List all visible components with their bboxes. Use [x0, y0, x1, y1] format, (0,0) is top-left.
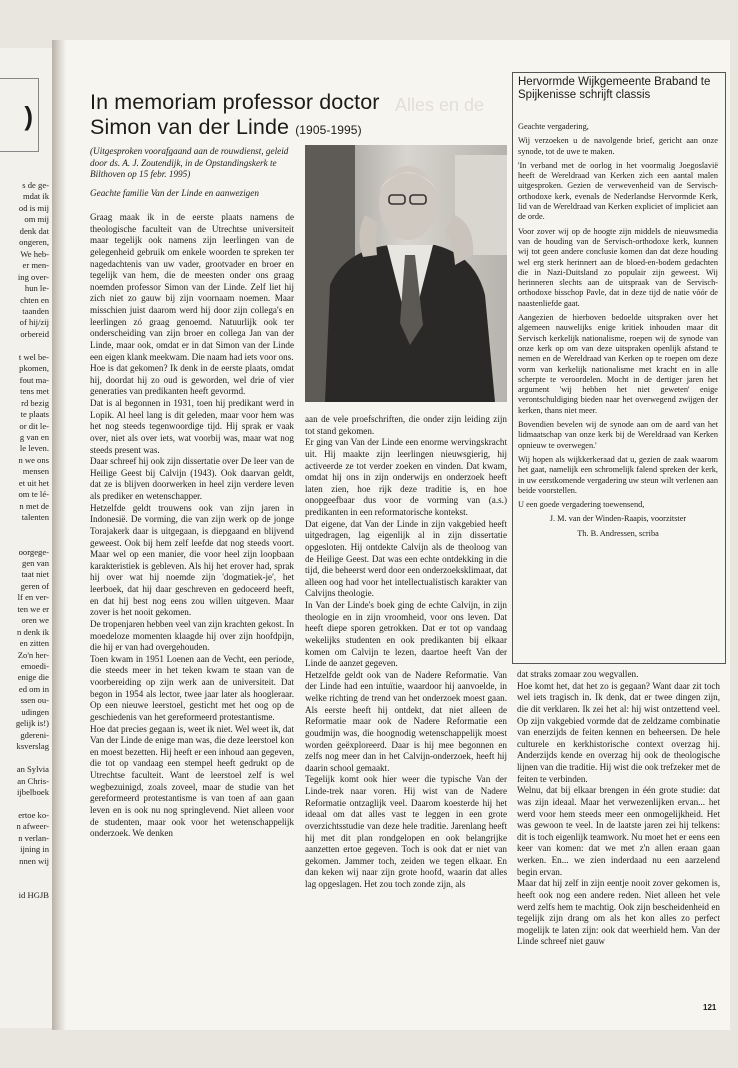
- page-gutter: [52, 40, 66, 1030]
- left-page-line: talenten: [21, 512, 49, 523]
- left-page-line: pkomen,: [19, 363, 49, 374]
- left-page: [0, 48, 53, 1028]
- left-page-line: chten en: [20, 294, 49, 305]
- left-page-line: od is mij: [18, 202, 49, 213]
- left-page-line: an Chris-: [17, 775, 49, 786]
- left-page-line: om mij: [24, 214, 49, 225]
- sidebar-body: [518, 122, 718, 543]
- left-page-line: gelijk is!): [15, 718, 49, 729]
- left-page-line: g van en: [19, 431, 49, 442]
- paragraph: Dat eigene, dat Van der Linde in zijn vakgebied heeft uitgedragen, lag eigenlijk al in zijn dissertatie opgesloten. Hij ontdekte Calvijn als de theoloog van de Heilige Geest. Dat was een echte ontdekking in die tijd, die beheerst werd door een onderzoeksklimaat, dat alleen oog had voor het intellectualistisch karakter van Calvijns theologie.: [305, 518, 507, 599]
- left-page-line: of hij/zij: [19, 317, 49, 328]
- left-page-line: oren we: [21, 615, 49, 626]
- left-page-line: We heb-: [20, 248, 49, 259]
- left-page-line: gen van: [22, 557, 49, 568]
- paragraph: Geachte vergadering,: [518, 122, 589, 131]
- article-dedication: Geachte familie Van der Linde en aanwezigen: [90, 188, 259, 198]
- left-page-line: mensen: [22, 466, 49, 477]
- article-column-2: [305, 414, 507, 891]
- left-page-line: orbereid: [20, 328, 49, 339]
- paragraph: Maar dat hij zelf in zijn eentje nooit zover gekomen is, heeft ook nog een andere reden. Niet alleen het vele werd zelfs hem te machtig. Ook zijn bescheidenheid en tegelijk zijn drang om als het kon alles zo perfect mogelijk te laten zijn: ook dat weerhield hem. Van der Linde schreef niet gauw: [517, 878, 720, 947]
- left-page-line: n verlan-: [18, 832, 49, 843]
- left-page-line: id HGJB: [18, 890, 49, 901]
- left-page-line: tens met: [20, 386, 49, 397]
- paragraph: 'In verband met de oorlog in het voormalig Joegoslavië heeft de Wereldraad van Kerken zich een aantal malen uitgesproken. Gezien de verwevenheid van de Servisch-orthodoxe kerk, evenals de Nederlandse Hervormde Kerk, lid van de Wereldraad van Kerken expliciet of impliciet aan de orde.: [518, 160, 718, 222]
- sidebar-heading: Hervormde Wijkgemeente Braband te Spijkenisse schrijft classis: [518, 76, 711, 102]
- left-page-line: oorgege-: [18, 546, 49, 557]
- portrait-photo: [305, 145, 507, 402]
- sidebar-paragraphs: [518, 122, 718, 510]
- paragraph: In Van der Linde's boek ging de echte Calvijn, in zijn theologie en in zijn vroomheid, voor ons leven. Dat heeft diepe sporen getrokken. Dat er tot op vandaag wekelijks studenten en ook predikanten bij elkaar komen om Calvijn te lezen, daartoe heeft Van der Linde de aanzet gegeven.: [305, 600, 507, 669]
- paragraph: Dat is al begonnen in 1931, toen hij predikant werd in Lopik. Al heel lang is dit geleden, maar voor hem was het nog steeds tegenwoordige tijd. Hij sprak er vaak over, niet als over iets, wat voorbij was, maar wat nog steeds present was.: [90, 398, 294, 455]
- left-page-line: t wel be-: [18, 351, 49, 362]
- paragraph: Er ging van Van der Linde een enorme wervingskracht uit. Hij maakte zijn leerlingen nieuwsgierig, hij activeerde ze tot verder zoeken en vinden. Dat kwam, omdat hij ons in zijn onderwijs en onderzoek heeft laten zien, hoe rijk deze traditie is, en hoe onopgeefbaar dus voor de vorming van (a.s.) predikanten in een reformatorische kontekst.: [305, 437, 507, 517]
- left-page-line: s de ge-: [22, 180, 49, 190]
- paragraph: Aangezien de hierboven bedoelde uitspraken over het algemeen nauwelijks enige kritiek inhouden maar dit Servisch kerkelijk nationalisme, roepen wij de synode van onze kerk op om van deze uitspraken openlijk afstand te nemen en de Wereldraad van Kerken op te roepen om deze vorm van kerkelijk nationalisme met kracht en in alle scherpte te veroordelen. Mocht in de dertiger jaren het argument 'wij hebben het niet geweten' enige verontschuldiging bieden naar het overwegend zwijgen der kerken, thans niet meer.: [518, 313, 718, 415]
- paragraph: Voor zover wij op de hoogte zijn middels de nieuwsmedia van de houding van de Servisch-orthodoxe kerk, kunnen wij tot geen andere conclusie komen dan dat deze houding wel erg sterk herinnert aan de bloed-en-bodem gedachten die in Nazi-Duitsland zo populair zijn geweest. Wij herinneren slechts aan de uitspraak van de Servisch-orthodoxe bisschop Pavle, dat in deze tijd de natie vóór de naastenliefde gaat.: [518, 226, 718, 308]
- sidebar-signature-2: Th. B. Andressen, scriba: [577, 528, 659, 538]
- bleed-through-text: Alles en de: [395, 95, 485, 115]
- left-page-line: en zitten: [19, 638, 49, 649]
- left-page-line: rd bezig: [21, 397, 49, 408]
- title-line-1: In memoriam professor doctor: [90, 90, 380, 114]
- left-page-line: n met de: [19, 500, 49, 511]
- left-page-line: gdereni-: [20, 729, 49, 740]
- left-page-line: [0, 867, 52, 878]
- article-column-3: [517, 669, 720, 948]
- article-column-1: [90, 212, 294, 840]
- left-page-line: udingen: [21, 706, 49, 717]
- left-page-line: ijning in: [20, 844, 49, 855]
- paragraph: Hoe komt het, dat het zo is gegaan? Want daar zit toch wel iets tragisch in. Ik denk, dat er twee dingen zijn, die dit verklaren. Ik zei het al: hij wist ontzettend veel. Op zijn vakgebied vormde dat de zeldzame combinatie van enerzijds de feiten kennen en beheersen. De hele culturele en kerkhistorische context overzag hij. Anderzijds kende en overzag hij ook de theologische lijnen van die traditie. Hij wist die ook trefzeker met de feiten te verbinden.: [517, 680, 720, 784]
- left-page-line: le leven.: [19, 443, 49, 454]
- left-page-line: er men-: [22, 260, 49, 271]
- left-page-line: enige die: [17, 672, 49, 683]
- left-page-line: denk dat: [19, 225, 49, 236]
- left-page-line: fout ma-: [19, 374, 49, 385]
- paragraph: Hoe dat precies gegaan is, weet ik niet. Wel weet ik, dat Van der Linde de enige man was, die deze leerstoel kon en moest bezetten. Hij heeft er een inhoud aan gegeven, die tot op vandaag een stempel heeft gedrukt op de Utrechtse faculteit. Want de leerstoel zelf is wel wegbezuinigd, zoals zoveel, maar de studie van het gereformeerd protestantisme is van toen af aan gaan leven en is ook nu nog springlevend. Niet alleen voor de studenten, maar ook voor het wetenschappelijk onderzoek. We denken: [90, 723, 294, 839]
- left-page-line: Zo'n her-: [17, 649, 49, 660]
- left-page-line: ed om in: [18, 683, 49, 694]
- page-number: 121: [703, 1003, 717, 1012]
- left-page-line: hun le-: [24, 283, 49, 294]
- left-page-line: n afweer-: [16, 821, 49, 832]
- article-title: [90, 90, 450, 143]
- left-page-line: taat niet: [21, 569, 49, 580]
- left-page-line: ertoe ko-: [18, 809, 49, 820]
- left-page-line: n denk ik: [17, 626, 49, 637]
- left-page-line: taanden: [22, 305, 49, 316]
- left-page-text: [0, 180, 52, 902]
- left-page-line: ksverslag: [16, 741, 49, 752]
- title-line-2: Simon van der Linde (1905-1995): [90, 115, 362, 139]
- left-page-line: [0, 340, 52, 351]
- paragraph: Toen kwam in 1951 Loenen aan de Vecht, een periode, die steeds meer in het teken kwam te staan van de voorbereiding op zijn werk aan de universiteit. Dat begon in 1954 als lector, twee jaar later als hoogleraar. Op een nieuwe leerstoel, gesticht met het oog op de geschiedenis van het gereformeerd protestantisme.: [90, 653, 294, 722]
- left-page-line: et uit het: [18, 477, 49, 488]
- portrait-illustration: [305, 145, 507, 402]
- paragraph: Daar schreef hij ook zijn dissertatie over De leer van de Heilige Geest bij Calvijn (1943). Ook daarvan geldt, dat ze is blijven doorwerken in heel zijn verdere leven als prediker en wetenschapper.: [90, 456, 294, 501]
- left-page-line: [0, 798, 52, 809]
- left-page-line: ongeren,: [19, 237, 49, 248]
- left-page-line: or dit le-: [19, 420, 49, 431]
- left-page-line: geren of: [20, 580, 49, 591]
- left-page-line: ten we er: [17, 603, 49, 614]
- paragraph: Graag maak ik in de eerste plaats namens de theologische faculteit van de Utrechtse universiteit maar tegelijk ook namens zijn leerlingen van de gelegenheid gebruik om enkele woorden te spreken ter nagedachtenis van uw vader, grootvader en broer en tegelijk van hem, die de meesten onder ons graag noemden professor Simon van der Linde. Zelf liet hij zich niet zo gauw bij zijn voornaam noemen. Maar misschien juist daarom werd hij door zijn collega's en leerlingen zó graag genoemd. Natuurlijk ook ter onderscheiding van zijn broer en collega Jan van der Linde, maar ook, omdat er in dat Simon van der Linde een eigen klank meekwam. Die naam had iets voor ons.: [90, 212, 294, 362]
- title-years: (1905-1995): [295, 123, 362, 137]
- article-intro: (Uitgesproken voorafgaand aan de rouwdienst, geleid door ds. A. J. Zoutendijk, in de Opstandingskerk te Bilthoven op 15 febr. 1995): [90, 146, 289, 180]
- left-box-glyph: ): [24, 101, 33, 131]
- left-page-line: [0, 524, 52, 535]
- sidebar-signature-1: J. M. van der Winden-Raapis, voorzitster: [549, 514, 687, 524]
- left-page-line: n we ons: [18, 454, 49, 465]
- paragraph: Hoe is dat gekomen? Ik denk in de eerste plaats, omdat hij, doordat hij zo oud is geworden, wel drie of vier generaties van predikanten heeft gevormd.: [90, 363, 294, 397]
- paragraph: Hetzelfde geldt ook van de Nadere Reformatie. Van der Linde had een intuïtie, waardoor hij aanvoelde, in welke richting de trend van het onderzoek moest gaan. Als eerste heeft hij ontdekt, dat niet alleen de Reformatie maar ook de Nadere Reformatie een goudmijn was, die hoognodig wetenschappelijk moest worden geëxploreerd. Daar is hij mee begonnen en zelfs nog meer dan in het Calvijn-onderzoek, heeft hij daarin school gemaakt.: [305, 669, 507, 773]
- left-page-line: an Sylvia: [16, 764, 49, 775]
- paragraph: Wij hopen als wijkkerkeraad dat u, gezien de zaak waarom het gaat, namelijk een schromelijk falend spreken der kerk, in uw eerstkomende vergadering uw steun wilt verlenen aan beide voorstellen.: [518, 454, 718, 495]
- left-page-box: [0, 78, 39, 152]
- left-page-line: mdat ik: [22, 191, 49, 202]
- paragraph: Hetzelfde geldt trouwens ook van zijn jaren in Indonesië. De vorming, die van zijn werk op de jonge Torajakerk daar is uitgegaan, is diepgaand en blijvend geweest. Ook bij hem zelf leefde dat nog steeds voort. Maar wel op een manier, die voor heel zijn loopbaan karakteristiek is gebleven. Als hij het erover had, sprak hij over wat hij noemde zijn 'dogmatiek-je', het leerboek, dat hij daar geschreven en gedoceerd heeft, en dat hij best nog eens zou willen uitgeven. Maar zover is het nooit gekomen.: [90, 502, 294, 618]
- paragraph: dat straks zomaar zou wegvallen.: [517, 669, 639, 679]
- paragraph: Bovendien bevelen wij de synode aan om de aard van het lidmaatschap van onze kerk bij de Wereldraad van Kerken opnieuw te overwegen.': [518, 420, 718, 450]
- paragraph: U een goede vergadering toewensend,: [518, 500, 645, 510]
- left-page-line: [0, 535, 52, 546]
- left-page-line: ing over-: [17, 271, 49, 282]
- paragraph: Wij verzoeken u de navolgende brief, gericht aan onze synode, tot de uwe te maken.: [518, 136, 718, 156]
- left-page-line: emoedi-: [20, 661, 49, 672]
- left-page-line: [0, 879, 52, 890]
- left-page-line: ijbelboek: [17, 787, 49, 798]
- left-page-line: [0, 753, 52, 764]
- left-page-line: ssen ou-: [20, 695, 49, 706]
- left-page-line: te plaats: [20, 409, 49, 420]
- left-page-line: lf en ver-: [17, 592, 49, 603]
- paragraph: Welnu, dat bij elkaar brengen in één grote studie: dat was zijn ideaal. Maar het verwezenlijken ervan... het werd voor hem steeds meer een onmogelijkheid. Het was gewoon te veel. In de laatste jaren zei hij telkens: dit is toch eigenlijk teamwork. Nu moet het er eens een keer van komen: dat we met z'n allen eraan gaan werken. En... we zien inderdaad nu een aarzelend begin ervan.: [517, 785, 720, 877]
- paragraph: aan de vele proefschriften, die onder zijn leiding zijn tot stand gekomen.: [305, 414, 507, 436]
- paragraph: Tegelijk komt ook hier weer die typische Van der Linde-trek naar voren. Hij wist van de Nadere Reformatie ontzaglijk veel. Daarom koesterde hij het ideaal om dat alles vast te leggen in een grote overzichtsstudie van deze hele traditie. Jarenlang heeft hij met dit plan rondgelopen en ook belangrijke aanzetten ertoe gegeven. Toch is ook dat er niet van gekomen. Jammer toch, zeiden we tegen elkaar. En dan keken wij naar zijn grote hoofd, waarin dat alles lag opgeslagen. Het zou toch zonde zijn, als: [305, 774, 507, 889]
- left-page-line: om te lé-: [18, 489, 49, 500]
- paragraph: De tropenjaren hebben veel van zijn krachten gekost. In moedeloze momenten klaagde hij over zijn hoofdpijn, die hij er van had overgehouden.: [90, 618, 294, 653]
- left-page-line: nnen wij: [19, 855, 49, 866]
